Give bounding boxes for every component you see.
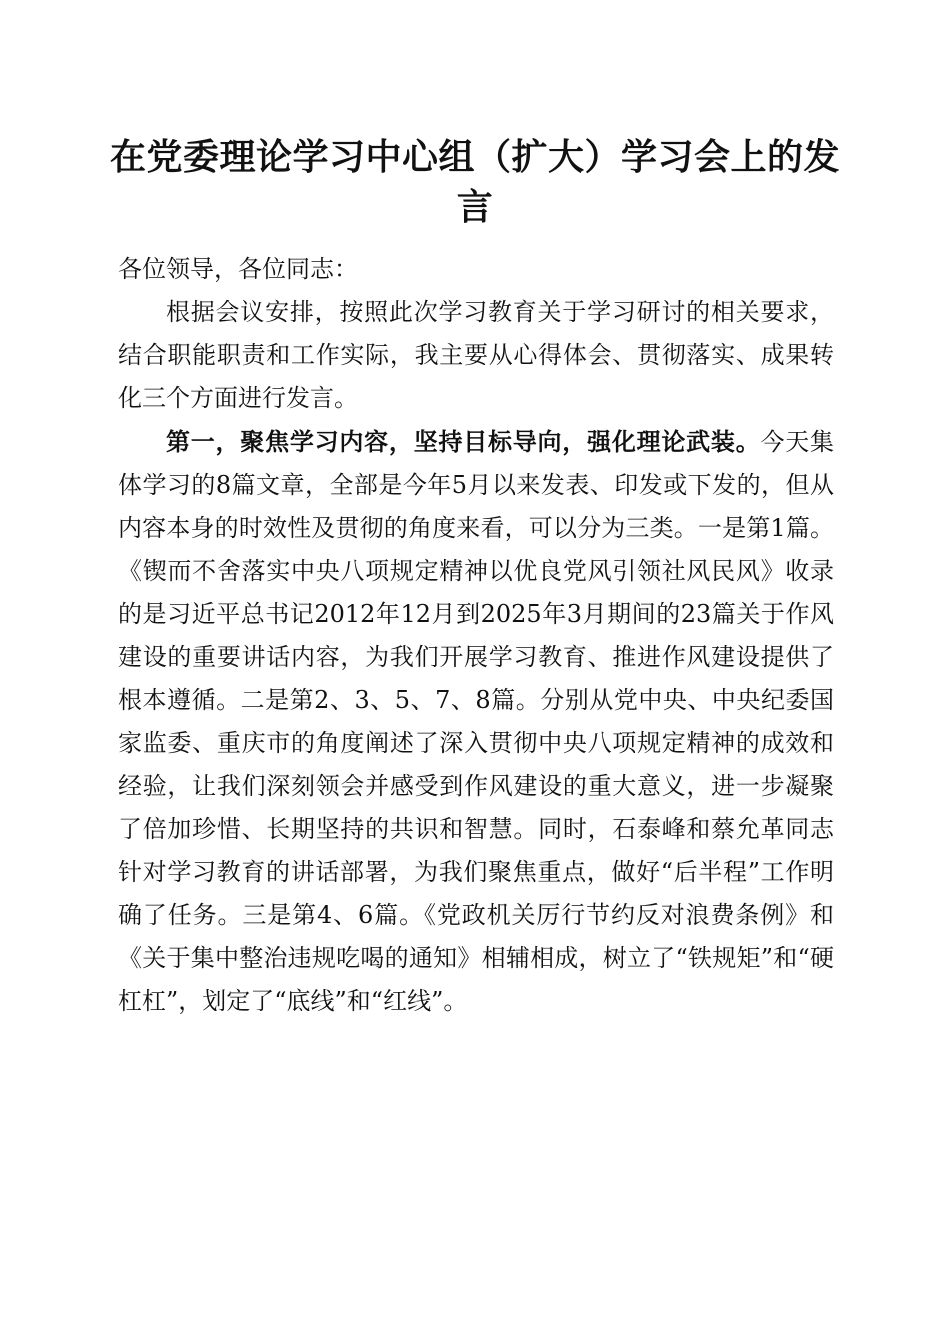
paragraph-first-point-text: 今天集体学习的8篇文章，全部是今年5月以来发表、印发或下发的，但从内容本身的时效性及贯彻的角度来看，可以分为三类。一是第1篇。《锲而不舍落实中央八项规定精神以优良党风引领社风民风》收录的是习近平总书记2012年12月到2025年3月期间的23篇关于作风建设的重要讲话内容，为我们开展学习教育、推进作风建设提供了根本遵循。二是第2、3、5、7、8篇。分别从党中央、中央纪委国家监委、重庆市的角度阐述了深入贯彻中央八项规定精神的成效和经验，让我们深刻领会并感受到作风建设的重大意义，进一步凝聚了倍加珍惜、长期坚持的共识和智慧。同时，石泰峰和蔡允革同志针对学习教育的讲话部署，为我们聚焦重点，做好“后半程”工作明确了任务。三是第4、6篇。《党政机关厉行节约反对浪费条例》和《关于集中整治违规吃喝的通知》相辅相成，树立了“铁规矩”和“硬杠杠”，划定了“底线”和“红线”。 — [118, 428, 835, 1015]
paragraph-intro-text: 根据会议安排，按照此次学习教育关于学习研讨的相关要求，结合职能职责和工作实际，我主要从心得体会、贯彻落实、成果转化三个方面进行发言。 — [118, 298, 834, 412]
paragraph-first-point-lead: 第一，聚焦学习内容，坚持目标导向，强化理论武装。 — [166, 427, 761, 456]
paragraph-first-point — [118, 420, 834, 1023]
document-body — [118, 248, 834, 1023]
paragraph-intro — [118, 291, 834, 420]
document-title: 在党委理论学习中心组（扩大）学习会上的发言 — [110, 136, 841, 228]
salutation: 各位领导，各位同志： — [118, 255, 358, 283]
